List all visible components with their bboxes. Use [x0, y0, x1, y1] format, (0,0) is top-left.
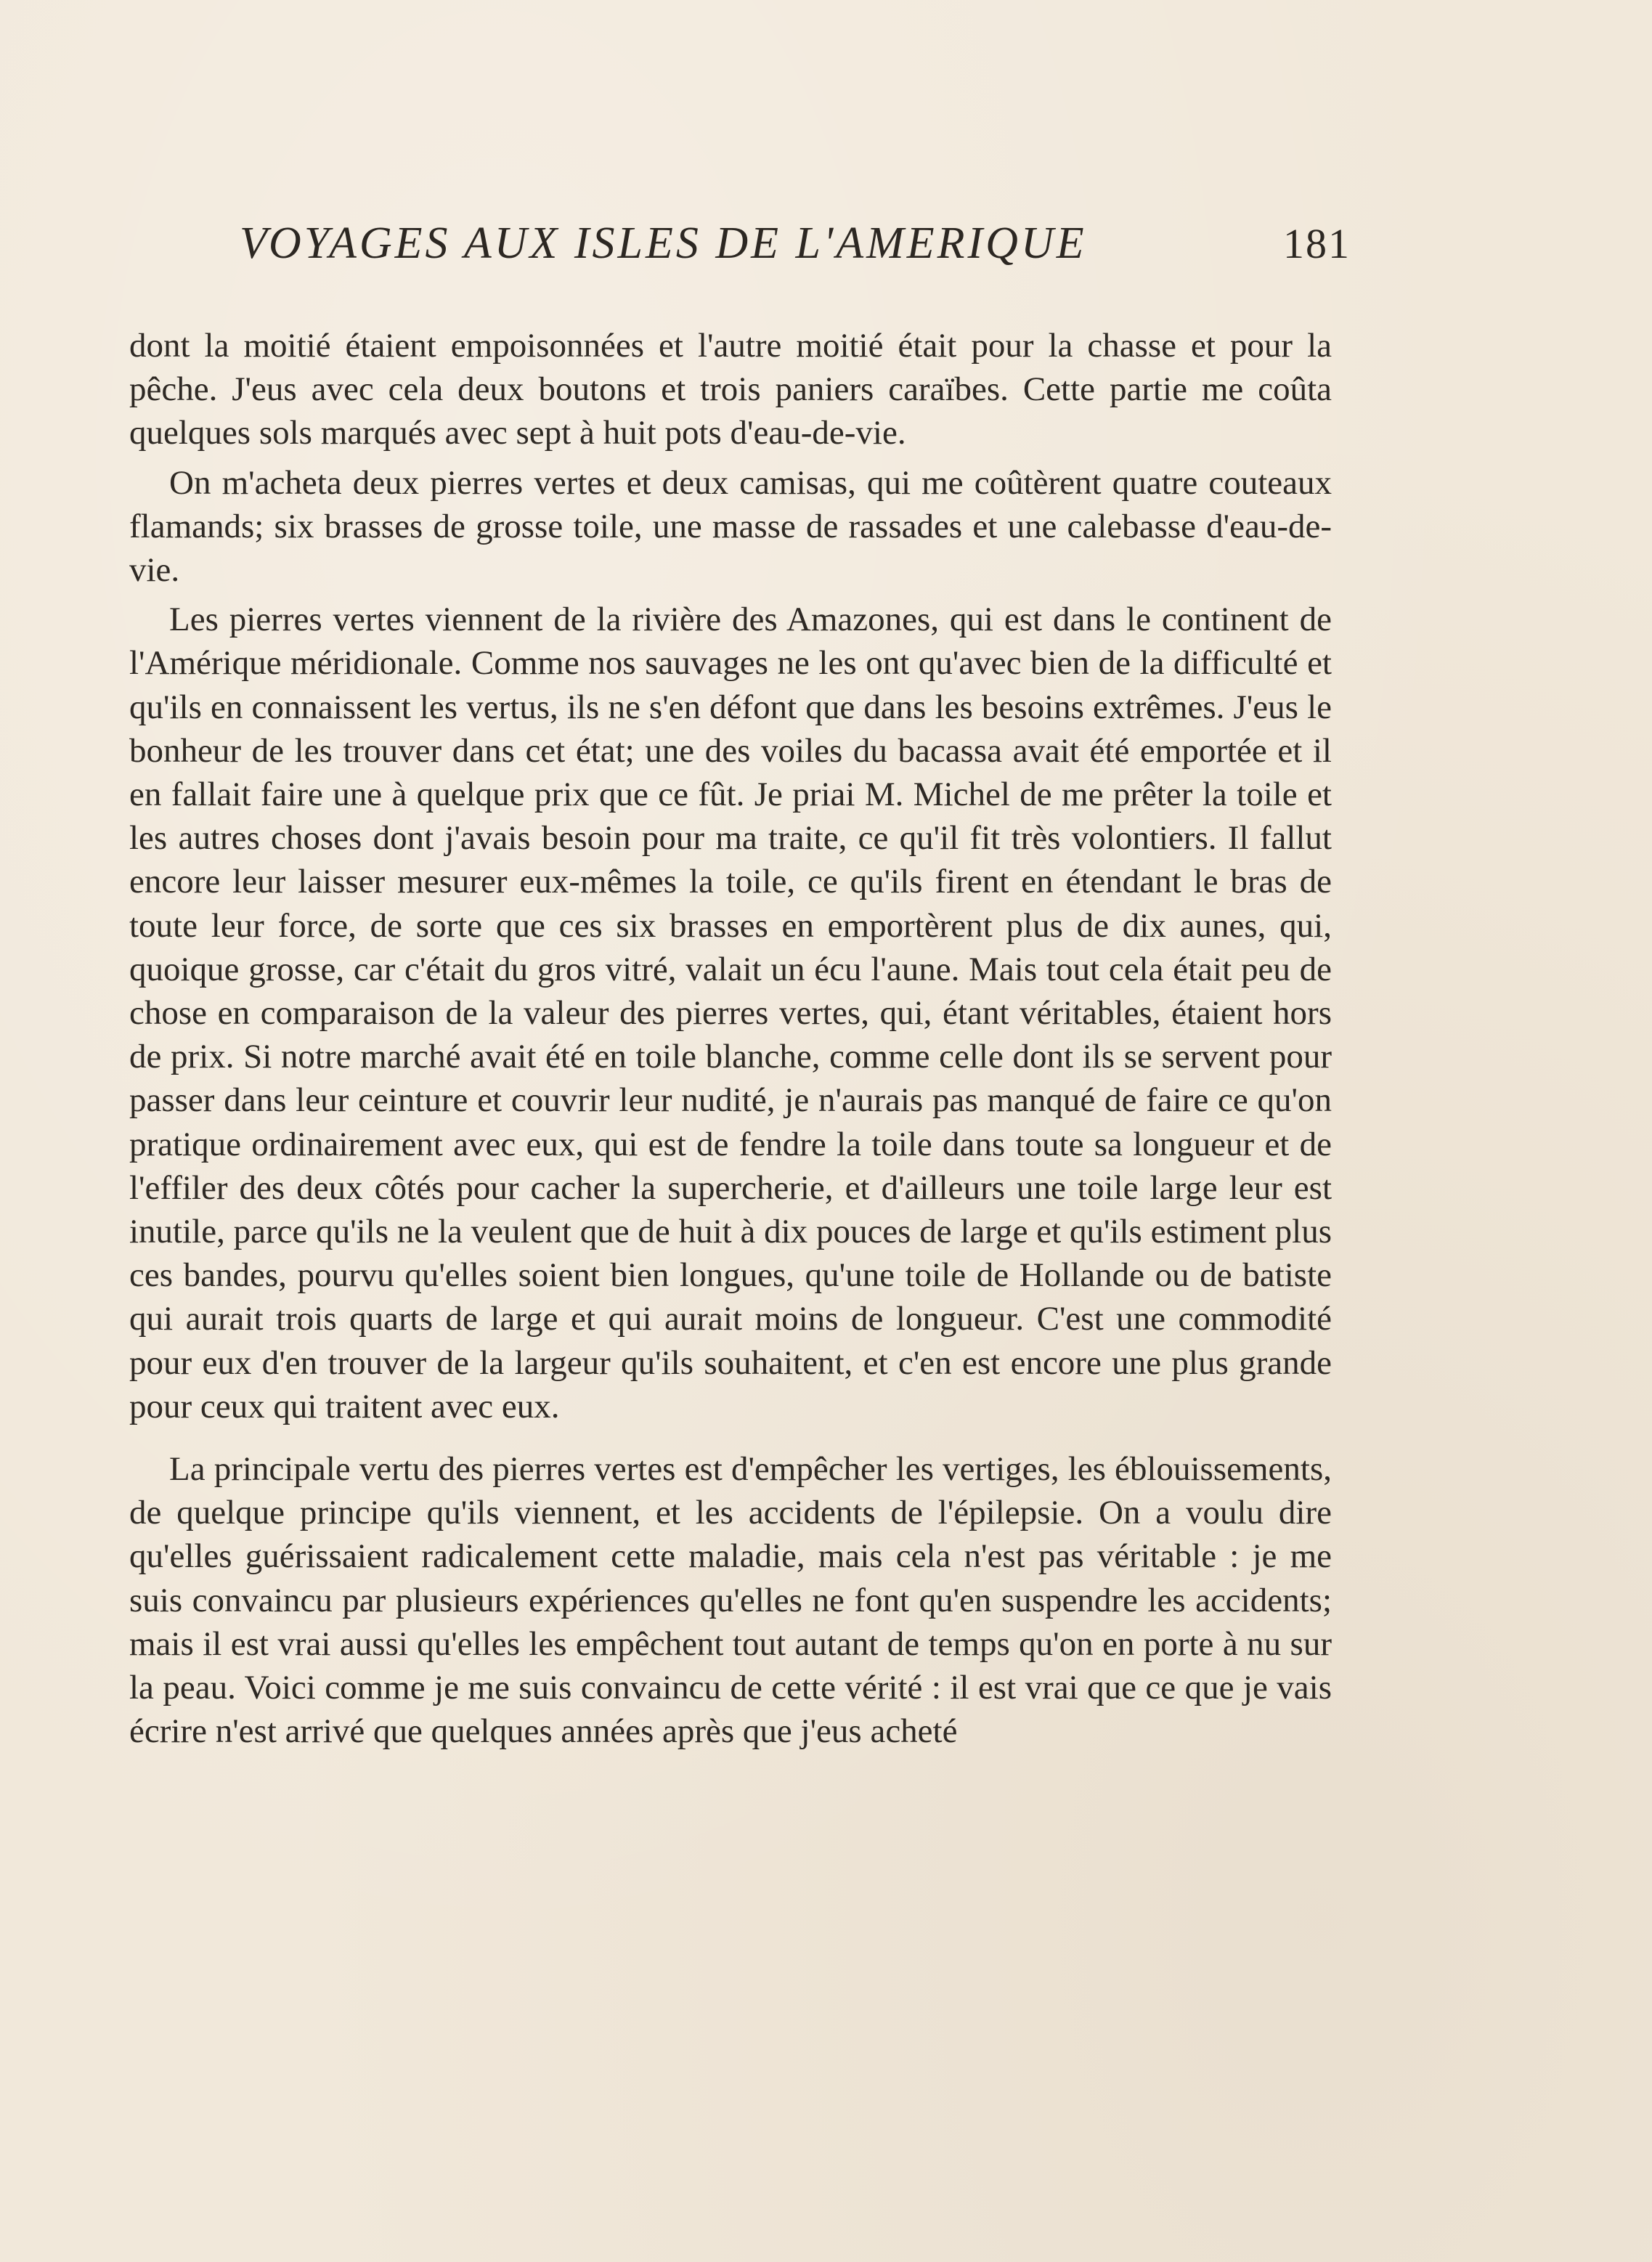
page-number: 181 — [1283, 220, 1351, 267]
paragraph-3: Les pierres vertes viennent de la rivière des Amazones, qui est dans le continent de l'Amérique méridionale. Comme nos sauvages ne les ont qu'avec bien de la difficulté et qu'ils en connaissent les vertus, ils ne s'en défont que dans les besoins extrêmes. J'eus le bonheur de les trouver dans cet état; une des voiles du bacassa avait été emportée et il en fallait faire une à quelque prix que ce fût. Je priai M. Michel de me prêter la toile et les autres choses dont j'avais besoin pour ma traite, ce qu'il fit très volontiers. Il fallut encore leur laisser mesurer eux-mêmes la toile, ce qu'ils firent en étendant le bras de toute leur force, de sorte que ces six brasses en emportèrent plus de dix aunes, qui, quoique grosse, car c'était du gros vitré, valait un écu l'aune. Mais tout cela était peu de chose en comparaison de la valeur des pierres vertes, qui, étant véritables, étaient hors de prix. Si notre marché avait été en toile blanche, comme celle dont ils se servent pour passer dans leur ceinture et couvrir leur nudité, je n'aurais pas manqué de faire ce qu'on pratique ordinairement avec eux, qui est de fendre la toile dans toute sa longueur et de l'effiler des deux côtés pour cacher la supercherie, et d'ailleurs une toile large leur est inutile, parce qu'ils ne la veulent que de huit à dix pouces de large et qu'ils estiment plus ces bandes, pourvu qu'elles soient bien longues, qu'une toile de Hollande ou de batiste qui aurait trois quarts de large et qui aurait moins de longueur. C'est une commodité pour eux d'en trouver de la largeur qu'ils souhaitent, et c'en est encore une plus grande pour ceux qui traitent avec eux. — [129, 601, 1332, 1425]
paragraph-1: dont la moitié étaient empoisonnées et l'autre moitié était pour la chasse et pour la pêche. J'eus avec cela deux boutons et trois paniers caraïbes. Cette partie me coûta quelques sols marqués avec sept à huit pots d'eau-de-vie. — [129, 327, 1332, 452]
running-title: VOYAGES AUX ISLES DE L'AMERIQUE — [240, 219, 1087, 268]
running-head — [240, 218, 1351, 276]
paragraph-4: La principale vertu des pierres vertes est d'empêcher les vertiges, les éblouissements, de quelque principe qu'ils viennent, et les accidents de l'épilepsie. On a voulu dire qu'elles guérissaient radicalement cette maladie, mais cela n'est pas véritable : je me suis convaincu par plusieurs expériences qu'elles ne font qu'en suspendre les accidents; mais il est vrai aussi qu'elles les empêchent tout autant de temps qu'on en porte à nu sur la peau. Voici comme je me suis convaincu de cette vérité : il est vrai que ce que je vais écrire n'est arrivé que quelques années après que j'eus acheté — [129, 1450, 1332, 1751]
body-text — [129, 324, 1332, 1754]
paragraph-2: On m'acheta deux pierres vertes et deux camisas, qui me coûtèrent quatre couteaux flamands; six brasses de grosse toile, une masse de rassades et une calebasse d'eau-de-vie. — [129, 463, 1332, 590]
